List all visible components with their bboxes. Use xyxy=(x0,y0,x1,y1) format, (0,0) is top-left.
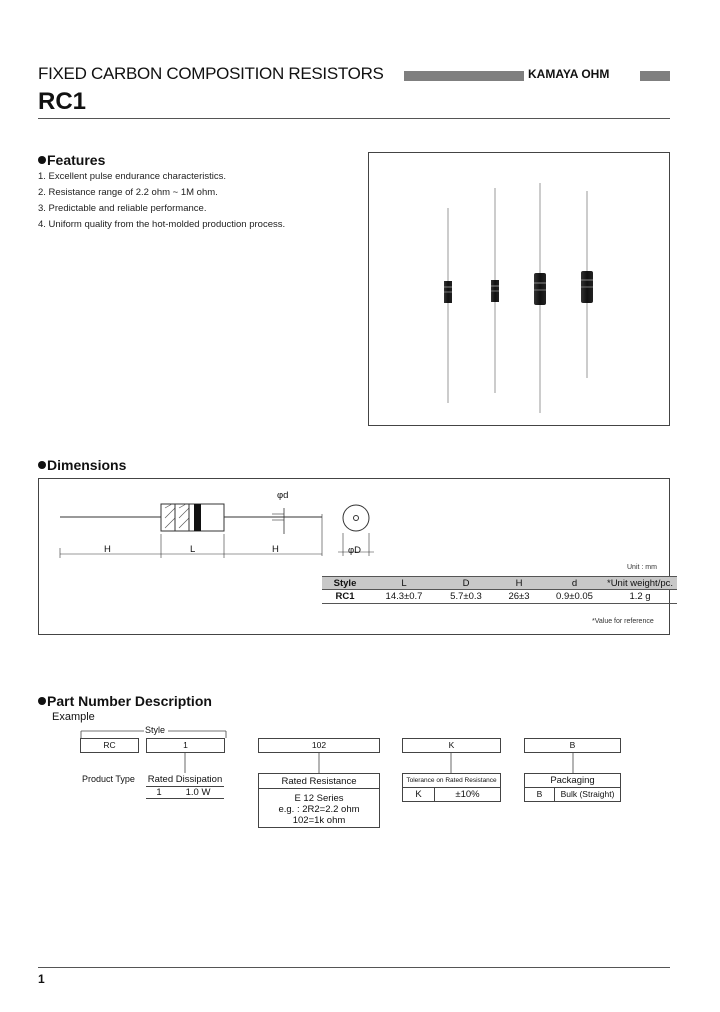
table-header: *Unit weight/pc. xyxy=(603,577,677,590)
feature-item: 3. Predictable and reliable performance. xyxy=(38,203,207,214)
features-list xyxy=(38,169,285,233)
bullet-icon xyxy=(38,697,46,705)
label-phi-d: φd xyxy=(277,490,289,501)
code-box-tolerance: K xyxy=(402,738,501,753)
dissipation-table xyxy=(146,774,224,799)
resistance-example-1: e.g. : 2R2=2.2 ohm xyxy=(278,804,360,815)
dimensions-heading: Dimensions xyxy=(38,457,126,473)
table-cell: RC1 xyxy=(322,590,368,604)
packaging-title: Packaging xyxy=(525,774,620,788)
table-cell: 0.9±0.05 xyxy=(546,590,603,604)
code-box-dissipation: 1 xyxy=(146,738,225,753)
resistance-example-2: 102=1k ohm xyxy=(292,815,346,826)
resistance-series: E 12 Series xyxy=(294,793,344,804)
product-type-label: Product Type xyxy=(82,774,135,784)
tolerance-value: ±10% xyxy=(455,789,480,800)
document-title: FIXED CARBON COMPOSITION RESISTORS xyxy=(38,64,384,83)
dimension-drawing xyxy=(38,478,670,635)
code-box-resistance: 102 xyxy=(258,738,380,753)
part-number-heading: Part Number Description xyxy=(38,693,212,709)
features-heading: Features xyxy=(38,152,105,168)
table-header: H xyxy=(492,577,546,590)
table-header: Style xyxy=(322,577,368,590)
resistance-title: Rated Resistance xyxy=(259,776,379,789)
brand-name: KAMAYA OHM xyxy=(528,67,610,81)
page-number: 1 xyxy=(38,972,45,986)
footer-rule xyxy=(38,967,670,968)
dissipation-value: 1.0 W xyxy=(185,787,211,798)
tolerance-row xyxy=(403,788,500,801)
tolerance-title: Tolerance on Rated Resistance xyxy=(403,774,500,788)
label-phi-D: φD xyxy=(348,545,362,556)
dimensions-table xyxy=(322,576,677,604)
header-rule xyxy=(38,118,670,119)
dissipation-row xyxy=(146,787,224,799)
resistors-image xyxy=(369,153,669,425)
packaging-table xyxy=(524,773,621,802)
packaging-code: B xyxy=(525,788,555,801)
feature-item: 1. Excellent pulse endurance characteristics. xyxy=(38,171,226,182)
table-header-row xyxy=(322,577,677,590)
table-cell: 1.2 g xyxy=(603,590,677,604)
table-cell: 26±3 xyxy=(492,590,546,604)
model-number: RC1 xyxy=(38,88,87,115)
dissipation-title: Rated Dissipation xyxy=(147,774,223,785)
bullet-icon xyxy=(38,461,46,469)
resistance-box xyxy=(258,773,380,828)
label-h-right: H xyxy=(272,544,279,555)
header-bar-left xyxy=(404,71,524,81)
code-box-packaging: B xyxy=(524,738,621,753)
tolerance-code: K xyxy=(403,788,435,801)
reference-note: *Value for reference xyxy=(592,618,654,625)
bullet-icon xyxy=(38,156,46,164)
header-bar-right xyxy=(640,71,670,81)
label-l: L xyxy=(190,544,196,555)
table-cell: 14.3±0.7 xyxy=(368,590,440,604)
dissipation-code: 1 xyxy=(156,787,162,798)
table-header: d xyxy=(546,577,603,590)
table-row xyxy=(322,590,677,604)
table-header: D xyxy=(440,577,492,590)
table-header: L xyxy=(368,577,440,590)
unit-label: Unit : mm xyxy=(627,564,657,571)
connector-lines xyxy=(0,753,720,775)
label-h-left: H xyxy=(104,544,111,555)
product-photo xyxy=(368,152,670,426)
example-label: Example xyxy=(52,711,95,723)
feature-item: 4. Uniform quality from the hot-molded production process. xyxy=(38,219,286,230)
packaging-value: Bulk (Straight) xyxy=(560,789,615,799)
feature-item: 2. Resistance range of 2.2 ohm ~ 1M ohm. xyxy=(38,187,218,198)
table-cell: 5.7±0.3 xyxy=(440,590,492,604)
style-label: Style xyxy=(145,725,166,735)
packaging-row xyxy=(525,788,620,801)
code-box-rc: RC xyxy=(80,738,139,753)
tolerance-table xyxy=(402,773,501,802)
